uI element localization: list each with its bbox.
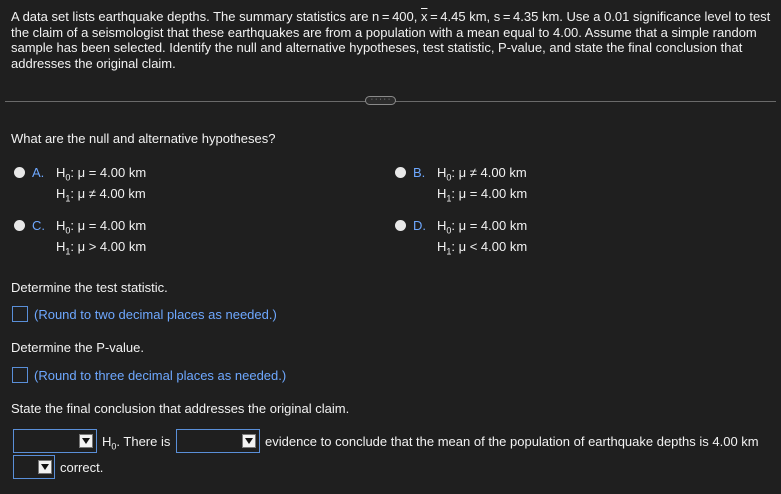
option-a-radio[interactable] <box>14 167 25 178</box>
option-d-radio[interactable] <box>395 220 406 231</box>
divider-expand-button[interactable]: · · · · · <box>365 96 396 105</box>
conclusion-h0-label: $H_0$. There is <box>102 434 171 452</box>
option-c-h0: $H_0$: μ = 4.00 km <box>56 218 147 236</box>
problem-text-2: = 4.45 km, s = 4.35 km. Use a 0.01 significance level to test the claim of a seismologist that these earthquakes are from a population with a mean equal to 4.00. Assume that a simple random sample has been selected. Identify the null and alternative hypotheses, test statistic, P-value, and state the final conclusion that addresses the original claim. <box>11 9 771 71</box>
option-b-letter: B. <box>413 165 426 180</box>
problem-statement <box>11 9 773 71</box>
test-statistic-question: Determine the test statistic. <box>11 280 168 295</box>
problem-text-1: A data set lists earthquake depths. The summary statistics are n = 400, <box>11 9 421 24</box>
option-a-letter: A. <box>32 165 45 180</box>
chevron-down-icon <box>38 460 52 474</box>
xbar-symbol: $\overline{x}$ <box>420 9 428 24</box>
reject-decision-dropdown[interactable] <box>13 429 97 453</box>
option-c-h1: $H_1$: μ > 4.00 km <box>56 239 147 257</box>
chevron-down-icon <box>79 434 93 448</box>
option-b-h1: $H_1$: μ = 4.00 km <box>437 186 528 204</box>
option-a-h0: $H_0$: μ = 4.00 km <box>56 165 147 183</box>
p-value-hint: (Round to three decimal places as needed.) <box>34 368 287 383</box>
option-a-h1: $H_1$: μ ≠ 4.00 km <box>56 186 146 204</box>
p-value-question: Determine the P-value. <box>11 340 144 355</box>
option-c-radio[interactable] <box>14 220 25 231</box>
p-value-input[interactable] <box>12 367 28 383</box>
claim-correctness-dropdown[interactable] <box>13 455 55 479</box>
test-statistic-input[interactable] <box>12 306 28 322</box>
chevron-down-icon <box>242 434 256 448</box>
option-d-h0: $H_0$: μ = 4.00 km <box>437 218 528 236</box>
option-d-letter: D. <box>413 218 426 233</box>
option-d-h1: $H_1$: μ < 4.00 km <box>437 239 528 257</box>
correct-label: correct. <box>60 460 104 475</box>
option-c-letter: C. <box>32 218 45 233</box>
option-b-radio[interactable] <box>395 167 406 178</box>
hypotheses-question: What are the null and alternative hypotheses? <box>11 131 276 146</box>
conclusion-text: evidence to conclude that the mean of the population of earthquake depths is 4.00 km <box>265 434 759 449</box>
evidence-dropdown[interactable] <box>176 429 260 453</box>
option-b-h0: $H_0$: μ ≠ 4.00 km <box>437 165 527 183</box>
conclusion-question: State the final conclusion that addresses the original claim. <box>11 401 350 416</box>
test-statistic-hint: (Round to two decimal places as needed.) <box>34 307 277 322</box>
